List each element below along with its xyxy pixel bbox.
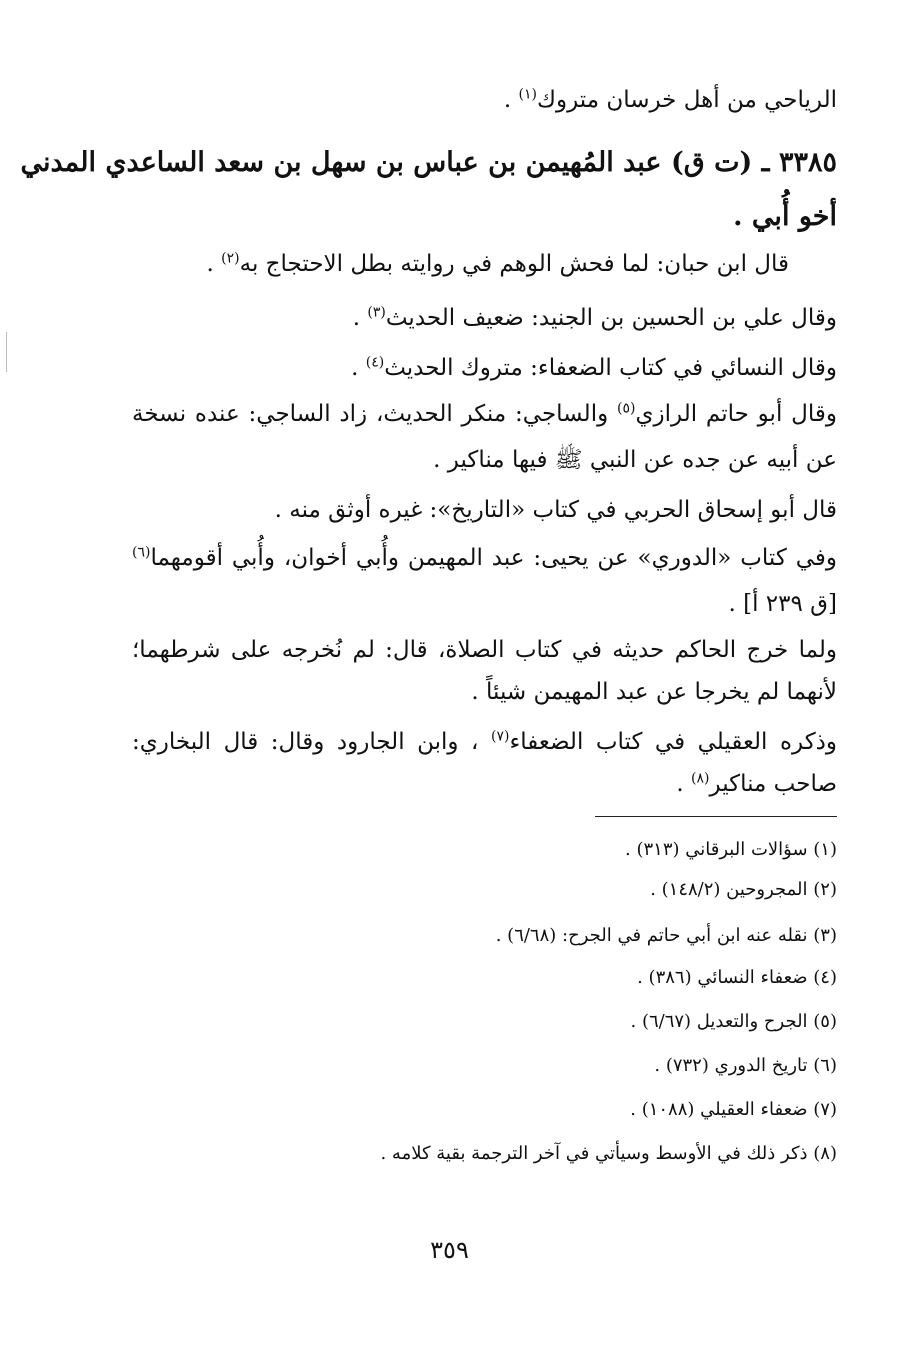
text: وفي كتاب «الدوري» عن يحيى: عبد المهيمن وأُبي أخوان، وأُبي أقومهما <box>150 545 837 571</box>
text-cont: والساجي: منكر الحديث، زاد الساجي: عنده نسخة <box>132 401 618 427</box>
footnote-5: (٥) الجرح والتعديل (٦/٦٧) . <box>630 1011 837 1032</box>
footnote-ref-3[interactable]: (٣) <box>367 304 386 321</box>
text: وقال النسائي في كتاب الضعفاء: متروك الحديث <box>384 355 837 381</box>
paragraph-abu-hatim-line-2: عن أبيه عن جده عن النبي ﷺ فيها مناكير . <box>433 447 837 473</box>
footnote-ref-6[interactable]: (٦) <box>132 544 151 561</box>
footnote-ref-7[interactable]: (٧) <box>490 728 510 745</box>
text-line-1 <box>504 84 837 116</box>
paragraph-hakim-line-1: ولما خرج الحاكم حديثه في كتاب الصلاة، قال: لم نُخرجه على شرطهما؛ <box>132 637 837 663</box>
paragraph-uqayli-line-2 <box>676 768 837 800</box>
footnote-7: (٧) ضعفاء العقيلي (١٠٨٨) . <box>630 1099 837 1120</box>
footnote-ref-4[interactable]: (٤) <box>365 354 385 371</box>
text-end: . <box>351 355 366 381</box>
footnote-1: (١) سؤالات البرقاني (٣١٣) . <box>625 839 837 860</box>
text: وقال أبو حاتم الرازي <box>635 401 837 427</box>
paragraph-ibn-hibban <box>207 248 789 280</box>
text-end: . <box>503 87 519 113</box>
text: صاحب مناكير <box>709 771 837 797</box>
footnote-3: (٣) نقله عنه ابن أبي حاتم في الجرح: (٦/٦٨) . <box>495 925 837 946</box>
text-end: . <box>352 305 368 331</box>
scan-margin-mark <box>6 332 7 372</box>
paragraph-ali-ibn-al-husayn <box>353 302 837 334</box>
text: وذكره العقيلي في كتاب الضعفاء <box>509 729 837 755</box>
footnote-2: (٢) المجروحين (١٤٨/٢) . <box>650 879 837 900</box>
entry-heading-line-2: أخو أُبي . <box>733 201 837 232</box>
text-end: . <box>206 251 222 277</box>
footnote-ref-2[interactable]: (٢) <box>221 250 240 267</box>
entry-heading-line-1: ٣٣٨٥ ـ (ت ق) عبد المُهيمن بن عباس بن سهل بن سعد الساعدي المدني <box>20 147 837 178</box>
paragraph-nasai <box>351 352 837 384</box>
footnote-8: (٨) ذكر ذلك في الأوسط وسيأتي في آخر الترجمة بقية كلامه . <box>380 1143 837 1164</box>
page-number: ٣٥٩ <box>430 1236 469 1264</box>
footnote-ref-5[interactable]: (٥) <box>617 400 636 417</box>
footnote-ref-8[interactable]: (٨) <box>691 770 710 787</box>
footnote-separator <box>595 816 837 817</box>
paragraph-harbi: قال أبو إسحاق الحربي في كتاب «التاريخ»: غيره أوثق منه . <box>274 497 837 523</box>
text-cont: ، وابن الجارود وقال: قال البخاري: <box>132 729 491 755</box>
paragraph-abu-hatim-line-1 <box>132 398 837 430</box>
paragraph-hakim-line-2: لأنهما لم يخرجا عن عبد المهيمن شيئاً . <box>471 679 837 705</box>
text: الرياحي من أهل خرسان متروك <box>537 87 837 113</box>
paragraph-uqayli-line-1 <box>132 726 837 758</box>
paragraph-duri-line-1 <box>132 542 837 574</box>
footnote-4: (٤) ضعفاء النسائي (٣٨٦) . <box>637 967 837 988</box>
footnote-ref-1[interactable]: (١) <box>518 86 537 103</box>
footnote-6: (٦) تاريخ الدوري (٧٣٢) . <box>654 1055 837 1076</box>
text-end: . <box>676 771 692 797</box>
text: وقال علي بن الحسين بن الجنيد: ضعيف الحديث <box>385 305 837 331</box>
paragraph-duri-line-2: [ق ٢٣٩ أ] . <box>728 591 837 617</box>
text: قال ابن حبان: لما فحش الوهم في روايته بطل الاحتجاج به <box>239 251 789 277</box>
